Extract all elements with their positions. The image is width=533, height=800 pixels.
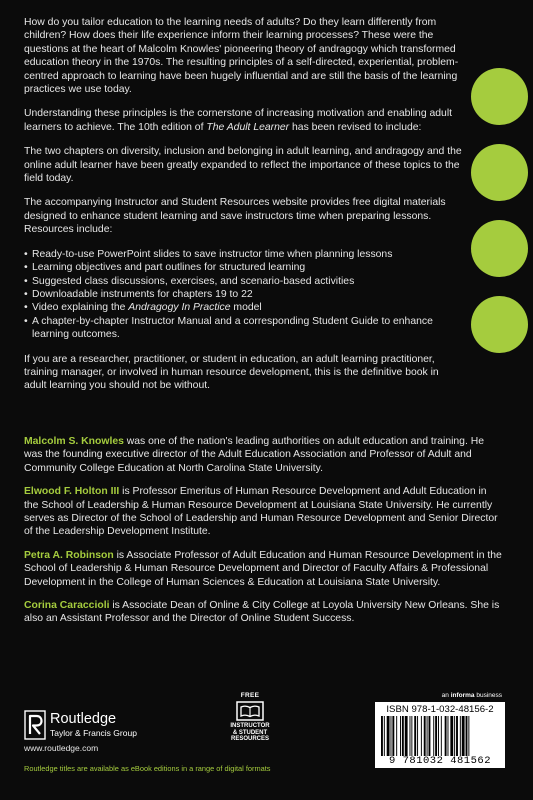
publisher-subtitle: Taylor & Francis Group — [50, 728, 137, 738]
barcode-bar — [410, 716, 411, 756]
barcode-bar — [411, 716, 412, 756]
barcode-bar — [450, 716, 453, 756]
badge-line: & STUDENT — [232, 729, 268, 736]
blurb-paragraph-audience: If you are a researcher, practitioner, or student in education, an adult learning practitioner, training manager, or involved in human resource development, this is the definitive book in adult learning you should not be without. — [24, 353, 439, 392]
list-item: • Ready-to-use PowerPoint slides to save instructor time when planning lessons — [24, 248, 464, 261]
badge-line: RESOURCES — [230, 736, 269, 743]
green-circle-1 — [471, 68, 528, 125]
barcode-bar — [414, 716, 416, 756]
list-item: • Suggested class discussions, exercises, and scenario-based activities — [24, 275, 464, 288]
barcode-bar — [454, 716, 455, 756]
barcode-bar — [448, 716, 449, 756]
publisher-website: www.routledge.com — [24, 743, 99, 753]
blurb-paragraph-intro: How do you tailor education to the learning needs of adults? Do they learn differently from children? How does their life experience inform their learning processes? These were the questions at the heart of Malcolm Knowles' pioneering theory of andragogy which transformed education theory in the 1970s. The resulting principles of a self-directed, experiential, problem-centred approach to learning have been hugely influential and are still the basis of the learning practices we use today. — [24, 17, 459, 96]
decorative-circles — [471, 68, 529, 372]
barcode-bar — [438, 716, 439, 756]
barcode-bar — [435, 716, 437, 756]
barcode-bar — [417, 716, 418, 756]
author-name: Elwood F. Holton III — [24, 486, 120, 498]
barcode-bar — [466, 716, 468, 756]
author-bio: Elwood F. Holton III is Professor Emeritus of Human Resource Development and Adult Education in the School of Leadership & Human Resource Development at Louisiana State University. He currently serves as Director of the School of Leadership and Human Resource Development and Senior Director of the Leadership Development Institute. — [24, 486, 498, 538]
blurb-paragraph-chapters: The two chapters on diversity, inclusion and belonging in adult learning, and andragogy and the online adult learner have been greatly expanded to reflect the importance of these topics to the field today. — [24, 146, 462, 185]
list-item: • A chapter-by-chapter Instructor Manual and a corresponding Student Guide to enhance learning outcomes. — [24, 315, 464, 342]
book-icon — [236, 701, 264, 721]
list-item: • Video explaining the Andragogy In Practice model — [24, 301, 464, 314]
barcode-bar — [384, 716, 385, 756]
isbn-barcode — [375, 702, 505, 768]
badge-free-label: FREE — [240, 692, 260, 699]
author-bio: Malcolm S. Knowles was one of the nation's leading authorities on adult education and training. He was the founding executive director of the Adult Education Association and Professor of Adult and Community College Education at North Carolina State University. — [24, 436, 485, 474]
barcode-bar — [396, 716, 397, 756]
resources-list — [24, 248, 464, 342]
barcode-bar — [400, 716, 401, 756]
barcode-bar — [460, 716, 461, 756]
barcode-bar — [441, 716, 442, 756]
barcode-bar — [462, 716, 465, 756]
barcode-bar — [381, 716, 383, 756]
book-title: The Adult Learner — [206, 121, 290, 133]
list-item: • Learning objectives and part outlines for structured learning — [24, 261, 464, 274]
routledge-r-logo-icon — [24, 710, 46, 740]
barcode-bar — [433, 716, 434, 756]
publisher-name: Routledge — [50, 711, 117, 727]
barcode-bar — [427, 716, 428, 756]
author-name: Petra A. Robinson — [24, 549, 114, 561]
barcode-digits: 9 781032 481562 — [388, 755, 491, 767]
barcode-bar — [405, 716, 408, 756]
informa-label: an informa business — [441, 692, 502, 699]
barcode-bar — [456, 716, 458, 756]
author-name: Malcolm S. Knowles — [24, 436, 124, 447]
barcode-bar — [421, 716, 422, 756]
ebook-footnote: Routledge titles are available as eBook editions in a range of digital formats — [24, 764, 271, 773]
resources-badge — [226, 692, 274, 743]
badge-line: INSTRUCTOR — [230, 723, 270, 729]
blurb-paragraph-principles: Understanding these principles is the cornerstone of increasing motivation and enabling adult learners to achieve. The 10th edition of The Adult Learner has been revised to include: — [24, 108, 453, 133]
author-bio: Petra A. Robinson is Associate Professor of Adult Education and Human Resource Development in the School of Leadership & Human Resource Development and Director of Faculty Affairs & Professional Development in the College of Human Sciences & Education at Louisiana State University. — [24, 549, 502, 588]
green-circle-3 — [471, 220, 528, 277]
barcode-bar — [387, 716, 390, 756]
blurb-paragraph-resources: The accompanying Instructor and Student Resources website provides free digital materials designed to enhance student learning and save instructors time when preparing lessons. Resources include: — [24, 197, 446, 236]
list-item: • Downloadable instruments for chapters 19 to 22 — [24, 288, 464, 301]
barcode-bars — [379, 716, 501, 756]
author-name: Corina Caraccioli — [24, 600, 110, 612]
barcode-bar — [392, 716, 394, 756]
author-bio: Corina Caraccioli is Associate Dean of Online & City College at Loyola University New Orleans. She is also an Assistant Professor and the Director of Online Student Success. — [24, 600, 500, 625]
green-circle-2 — [471, 144, 528, 201]
barcode-bar — [445, 716, 447, 756]
barcode-bar — [402, 716, 404, 756]
barcode-bar — [468, 716, 469, 756]
book-blurb — [24, 16, 464, 404]
isbn-label: ISBN 978-1-032-48156-2 — [386, 704, 494, 715]
barcode-bar — [429, 716, 431, 756]
barcode-bar — [391, 716, 392, 756]
green-circle-4 — [471, 296, 528, 353]
barcode-bar — [424, 716, 426, 756]
author-bios — [24, 435, 502, 636]
